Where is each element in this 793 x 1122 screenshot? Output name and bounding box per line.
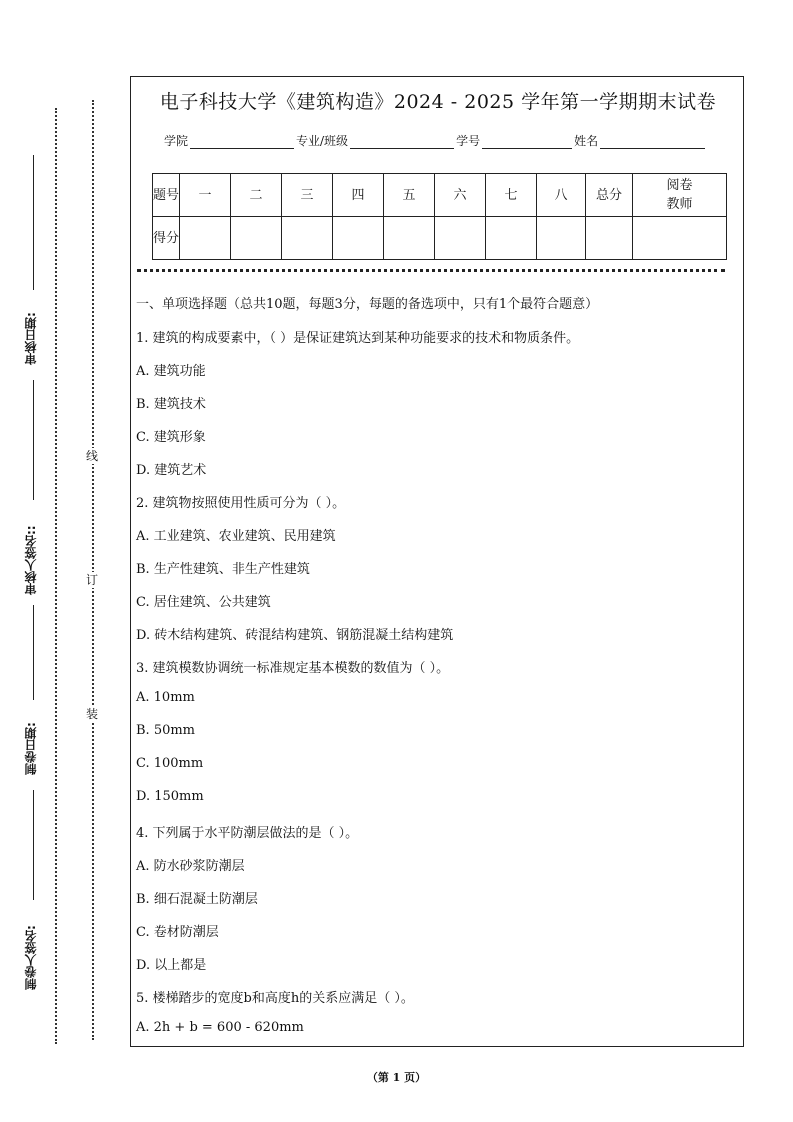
option-line: A. 建筑功能 xyxy=(136,364,206,379)
compile-date-label: 制卷日期: xyxy=(24,722,38,775)
option-line: B. 生产性建筑、非生产性建筑 xyxy=(136,562,310,577)
question-number-header: 题号 xyxy=(153,174,180,217)
option-line: D. 砖木结构建筑、砖混结构建筑、钢筋混凝土结构建筑 xyxy=(136,628,454,643)
option-line: B. 建筑技术 xyxy=(136,397,206,412)
compile-date-line xyxy=(33,605,34,700)
score-cell[interactable] xyxy=(633,217,727,260)
score-cell[interactable] xyxy=(333,217,384,260)
score-cell[interactable] xyxy=(537,217,586,260)
score-cell[interactable] xyxy=(486,217,537,260)
question-line: 5. 楼梯踏步的宽度b和高度h的关系应满足（ ）。 xyxy=(136,991,414,1006)
option-line: A. 防水砂浆防潮层 xyxy=(136,859,245,874)
option-line: A. 10mm xyxy=(136,690,195,705)
section-heading: 一、单项选择题（总共10题，每题3分，每题的备选项中，只有1个最符合题意） xyxy=(136,297,599,312)
binding-char-staple: 订 xyxy=(85,573,98,587)
score-table xyxy=(152,173,727,260)
option-line: D. 以上都是 xyxy=(136,958,207,973)
col-1: 一 xyxy=(180,174,231,217)
margin-dotted-line xyxy=(55,108,57,1044)
score-cell[interactable] xyxy=(586,217,633,260)
name-label: 姓名 xyxy=(574,134,599,148)
option-line: C. 卷材防潮层 xyxy=(136,925,219,940)
option-line: B. 细石混凝土防潮层 xyxy=(136,892,258,907)
col-4: 四 xyxy=(333,174,384,217)
major-class-label: 专业/班级 xyxy=(296,134,349,148)
option-line: B. 50mm xyxy=(136,723,196,738)
binding-char-bind: 装 xyxy=(85,707,98,721)
college-label: 学院 xyxy=(164,134,189,148)
score-cell[interactable] xyxy=(435,217,486,260)
review-date-label: 审核日期: xyxy=(24,312,38,365)
reviewer-signature-label: 审核人签名:: xyxy=(24,525,38,595)
exam-title: 电子科技大学《建筑构造》2024 - 2025 学年第一学期期末试卷 xyxy=(159,91,717,113)
col-7: 七 xyxy=(486,174,537,217)
score-cell[interactable] xyxy=(282,217,333,260)
exam-frame xyxy=(130,76,744,1047)
page-number: （第 1 页） xyxy=(366,1071,427,1084)
major-class-blank[interactable] xyxy=(350,136,454,149)
col-total: 总分 xyxy=(586,174,633,217)
binding-char-line: 线 xyxy=(85,449,98,463)
reviewer-signature-line xyxy=(33,380,34,500)
student-info-row xyxy=(164,132,707,149)
review-date-line xyxy=(33,155,34,290)
col-6: 六 xyxy=(435,174,486,217)
option-line: D. 建筑艺术 xyxy=(136,463,207,478)
compiler-signature-line xyxy=(33,790,34,900)
score-row xyxy=(153,217,727,260)
name-blank[interactable] xyxy=(600,136,705,149)
score-header: 得分 xyxy=(153,217,180,260)
col-grader: 阅卷教师 xyxy=(633,174,727,217)
question-line: 4. 下列属于水平防潮层做法的是（ ）。 xyxy=(136,826,359,841)
col-5: 五 xyxy=(384,174,435,217)
option-line: C. 建筑形象 xyxy=(136,430,206,445)
binding-dotted-line xyxy=(92,100,94,1040)
col-3: 三 xyxy=(282,174,333,217)
college-blank[interactable] xyxy=(190,136,294,149)
option-line: A. 2h + b = 600 - 620mm xyxy=(136,1020,304,1035)
option-line: A. 工业建筑、农业建筑、民用建筑 xyxy=(136,529,336,544)
student-id-blank[interactable] xyxy=(482,136,572,149)
col-2: 二 xyxy=(231,174,282,217)
compiler-signature-label: 制卷人签名: xyxy=(24,925,38,990)
student-id-label: 学号 xyxy=(456,134,481,148)
question-number-row xyxy=(153,174,727,217)
question-line: 1. 建筑的构成要素中，（ ）是保证建筑达到某种功能要求的技术和物质条件。 xyxy=(136,331,580,346)
option-line: C. 100mm xyxy=(136,756,204,771)
score-cell[interactable] xyxy=(231,217,282,260)
section-separator xyxy=(137,269,725,272)
col-8: 八 xyxy=(537,174,586,217)
score-cell[interactable] xyxy=(384,217,435,260)
option-line: C. 居住建筑、公共建筑 xyxy=(136,595,271,610)
question-line: 2. 建筑物按照使用性质可分为（ ）。 xyxy=(136,496,346,511)
score-cell[interactable] xyxy=(180,217,231,260)
question-line: 3. 建筑模数协调统一标准规定基本模数的数值为（ ）。 xyxy=(136,661,450,676)
option-line: D. 150mm xyxy=(136,789,204,804)
